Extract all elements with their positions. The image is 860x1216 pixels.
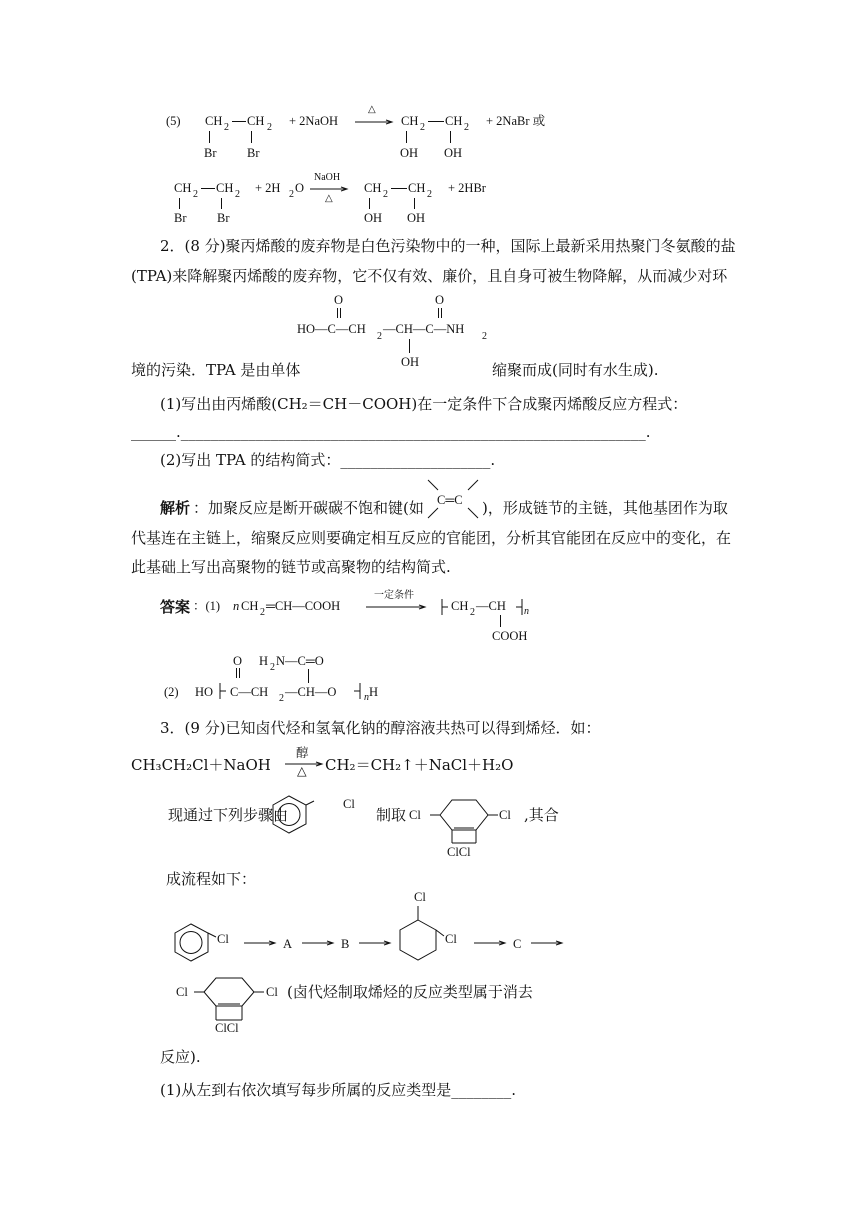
flow-arrow bbox=[302, 941, 336, 949]
sub-2: 2 bbox=[464, 122, 469, 133]
ch2-text: CH bbox=[401, 114, 419, 128]
oh-text: OH bbox=[400, 146, 419, 160]
oh-text: OH bbox=[407, 211, 426, 225]
n-subscript: n bbox=[524, 606, 529, 617]
intermediate-a: A bbox=[283, 937, 293, 951]
dichlorocyclohexane-structure bbox=[396, 906, 448, 976]
ch2-text: CH bbox=[174, 181, 192, 195]
bond bbox=[391, 188, 407, 189]
sub-2: 2 bbox=[377, 331, 382, 342]
q3-equation-left: CH₃CH₂Cl＋NaOH bbox=[131, 756, 271, 774]
condition-heat: △ bbox=[368, 104, 376, 115]
clcl-label: ClCl bbox=[447, 845, 471, 859]
q2-sub2: (2)写出 TPA 的结构简式：____________________. bbox=[160, 451, 496, 469]
ch2-text: CH bbox=[364, 181, 382, 195]
bond bbox=[414, 198, 415, 209]
q3-equation-right: CH₂＝CH₂↑＋NaCl＋H₂O bbox=[325, 756, 514, 774]
bond bbox=[221, 198, 222, 209]
bond bbox=[450, 131, 451, 143]
condition-heat: △ bbox=[325, 193, 333, 204]
clcl-label: ClCl bbox=[215, 1021, 239, 1035]
sub-2: 2 bbox=[470, 607, 475, 618]
carbonyl-o: O bbox=[435, 293, 445, 307]
product-ch: —CH bbox=[476, 599, 506, 613]
jiexi-line1a: ：加聚反应是断开碳碳不饱和键(如 bbox=[193, 499, 424, 517]
cl-label: Cl bbox=[499, 808, 511, 822]
carbonyl-o: O bbox=[334, 293, 344, 307]
cooh-group: COOH bbox=[492, 629, 528, 643]
br-text: Br bbox=[217, 211, 230, 225]
reaction-arrow bbox=[355, 120, 395, 128]
double-bond bbox=[441, 308, 442, 318]
flow-arrow bbox=[531, 941, 565, 949]
ch2-text: CH bbox=[408, 181, 426, 195]
bond bbox=[179, 198, 180, 209]
jiexi-label: 解析 bbox=[160, 499, 191, 517]
answer-1-prefix: ：(1) bbox=[193, 599, 221, 613]
cond-heat: △ bbox=[297, 764, 307, 778]
chain-ch: —CH—O bbox=[285, 685, 337, 699]
cl-label: Cl bbox=[343, 797, 355, 811]
bond bbox=[428, 121, 444, 122]
double-bond bbox=[438, 308, 439, 318]
cl-label: Cl bbox=[176, 985, 188, 999]
flow-arrow bbox=[359, 941, 393, 949]
reagent: + 2NaOH bbox=[289, 114, 339, 128]
sub-2: 2 bbox=[193, 189, 198, 200]
cl-label: Cl bbox=[414, 890, 426, 904]
reaction-arrow bbox=[366, 605, 428, 613]
bond bbox=[406, 131, 407, 143]
reagent-tail: O bbox=[295, 181, 305, 195]
jiexi-line1b: )，形成链节的主链，其他基团作为取 bbox=[482, 499, 728, 517]
byproduct: + 2HBr bbox=[448, 181, 486, 195]
flow-arrow bbox=[474, 941, 508, 949]
bond bbox=[209, 131, 210, 143]
condition: 一定条件 bbox=[374, 590, 414, 601]
reactant-rest: ═CH—COOH bbox=[266, 599, 341, 613]
cc-double-bond: C═C bbox=[437, 493, 463, 507]
monomer-right: —CH—C—NH bbox=[383, 322, 465, 336]
hydroxyl: OH bbox=[401, 355, 420, 369]
reagent: + 2H bbox=[255, 181, 281, 195]
br-text: Br bbox=[247, 146, 260, 160]
n-coefficient: n bbox=[233, 599, 240, 613]
cl-label: Cl bbox=[266, 985, 278, 999]
condition-naoh: NaOH bbox=[314, 172, 341, 183]
q2-blank1: ______.______________________________________________________________. bbox=[131, 423, 651, 441]
amine-h: H bbox=[259, 654, 269, 668]
q2-line1: 2．(8 分)聚丙烯酸的废弃物是白色污染物中的一种，国际上最新采用热聚门冬氨酸的盐 bbox=[160, 237, 736, 255]
intro-b: 制取 bbox=[376, 806, 407, 824]
amide-group: N—C═O bbox=[276, 654, 324, 668]
ch2-text: CH bbox=[205, 114, 223, 128]
cl-label: Cl bbox=[217, 932, 229, 946]
sub-2: 2 bbox=[383, 189, 388, 200]
reactant-ch2: CH bbox=[241, 599, 259, 613]
bond bbox=[369, 198, 370, 209]
bond bbox=[232, 121, 246, 122]
intro-a: 现通过下列步骤由 bbox=[168, 806, 289, 824]
n-subscript: n bbox=[364, 692, 369, 703]
double-bond bbox=[239, 668, 240, 678]
oh-text: OH bbox=[364, 211, 383, 225]
ch2-text: CH bbox=[216, 181, 234, 195]
item-number: (5) bbox=[166, 114, 181, 128]
double-bond bbox=[340, 308, 341, 318]
q3-sub1: (1)从左到右依次填写每步所属的反应类型是________. bbox=[160, 1081, 517, 1099]
intermediate-c: C bbox=[513, 937, 522, 951]
q2-line2: (TPA)来降解聚丙烯酸的废弃物，它不仅有效、廉价，且自身可被生物降解，从而减少对环 bbox=[131, 267, 728, 285]
bond bbox=[251, 131, 252, 143]
intermediate-b: B bbox=[341, 937, 350, 951]
oh-text: OH bbox=[444, 146, 463, 160]
jiexi-line2: 代基连在主链上，缩聚反应则要确定相互反应的官能团，分析其官能团在反应中的变化，在 bbox=[131, 529, 732, 547]
q2-sub1: (1)写出由丙烯酸(CH₂＝CH－COOH)在一定条件下合成聚丙烯酸反应方程式： bbox=[160, 395, 688, 413]
sub-2: 2 bbox=[270, 662, 275, 673]
intro-c: ,其合 bbox=[524, 806, 559, 824]
bond bbox=[409, 339, 410, 353]
jiexi-line3: 此基础上写出高聚物的链节或高聚物的结构简式. bbox=[131, 558, 451, 576]
double-bond bbox=[236, 668, 237, 678]
cond-alcohol: 醇 bbox=[296, 746, 309, 760]
sub-2: 2 bbox=[224, 122, 229, 133]
br-text: Br bbox=[174, 211, 187, 225]
double-bond bbox=[337, 308, 338, 318]
flow-label: 成流程如下： bbox=[166, 870, 257, 888]
br-text: Br bbox=[204, 146, 217, 160]
cl-label: Cl bbox=[409, 808, 421, 822]
q2-line3b: 缩聚而成(同时有水生成). bbox=[492, 361, 659, 379]
flow-note: (卤代烃制取烯烃的反应类型属于消去 bbox=[287, 983, 533, 1001]
ch2-text: CH bbox=[247, 114, 265, 128]
sub-2: 2 bbox=[260, 607, 265, 618]
sub-2: 2 bbox=[289, 189, 294, 200]
chain-ho: HO bbox=[195, 685, 214, 699]
target-molecule-structure bbox=[194, 974, 268, 1028]
chain-h: H bbox=[369, 685, 379, 699]
monomer-left: HO—C—CH bbox=[297, 322, 366, 336]
chain-c: C—CH bbox=[230, 685, 269, 699]
cl-label: Cl bbox=[445, 932, 457, 946]
sub-2: 2 bbox=[279, 693, 284, 704]
flow-note-end: 反应). bbox=[160, 1048, 201, 1066]
answer-2-label: (2) bbox=[164, 685, 179, 699]
sub-2: 2 bbox=[267, 122, 272, 133]
q3-line1: 3．(9 分)已知卤代烃和氢氧化钠的醇溶液共热可以得到烯烃．如： bbox=[160, 719, 601, 737]
chlorobenzene-structure bbox=[172, 921, 218, 965]
sub-2: 2 bbox=[427, 189, 432, 200]
carbonyl-o: O bbox=[233, 654, 243, 668]
bond bbox=[500, 615, 501, 627]
bond bbox=[201, 188, 215, 189]
flow-arrow bbox=[244, 941, 278, 949]
chlorobenzene-structure bbox=[270, 793, 316, 837]
product-ch2: CH bbox=[451, 599, 469, 613]
sub-2: 2 bbox=[420, 122, 425, 133]
q2-line3a: 境的污染．TPA 是由单体 bbox=[131, 361, 301, 379]
byproduct: + 2NaBr 或 bbox=[486, 114, 546, 128]
sub-2: 2 bbox=[482, 331, 487, 342]
sub-2: 2 bbox=[235, 189, 240, 200]
target-molecule-structure bbox=[430, 796, 500, 848]
ch2-text: CH bbox=[445, 114, 463, 128]
answer-label: 答案 bbox=[160, 598, 191, 616]
